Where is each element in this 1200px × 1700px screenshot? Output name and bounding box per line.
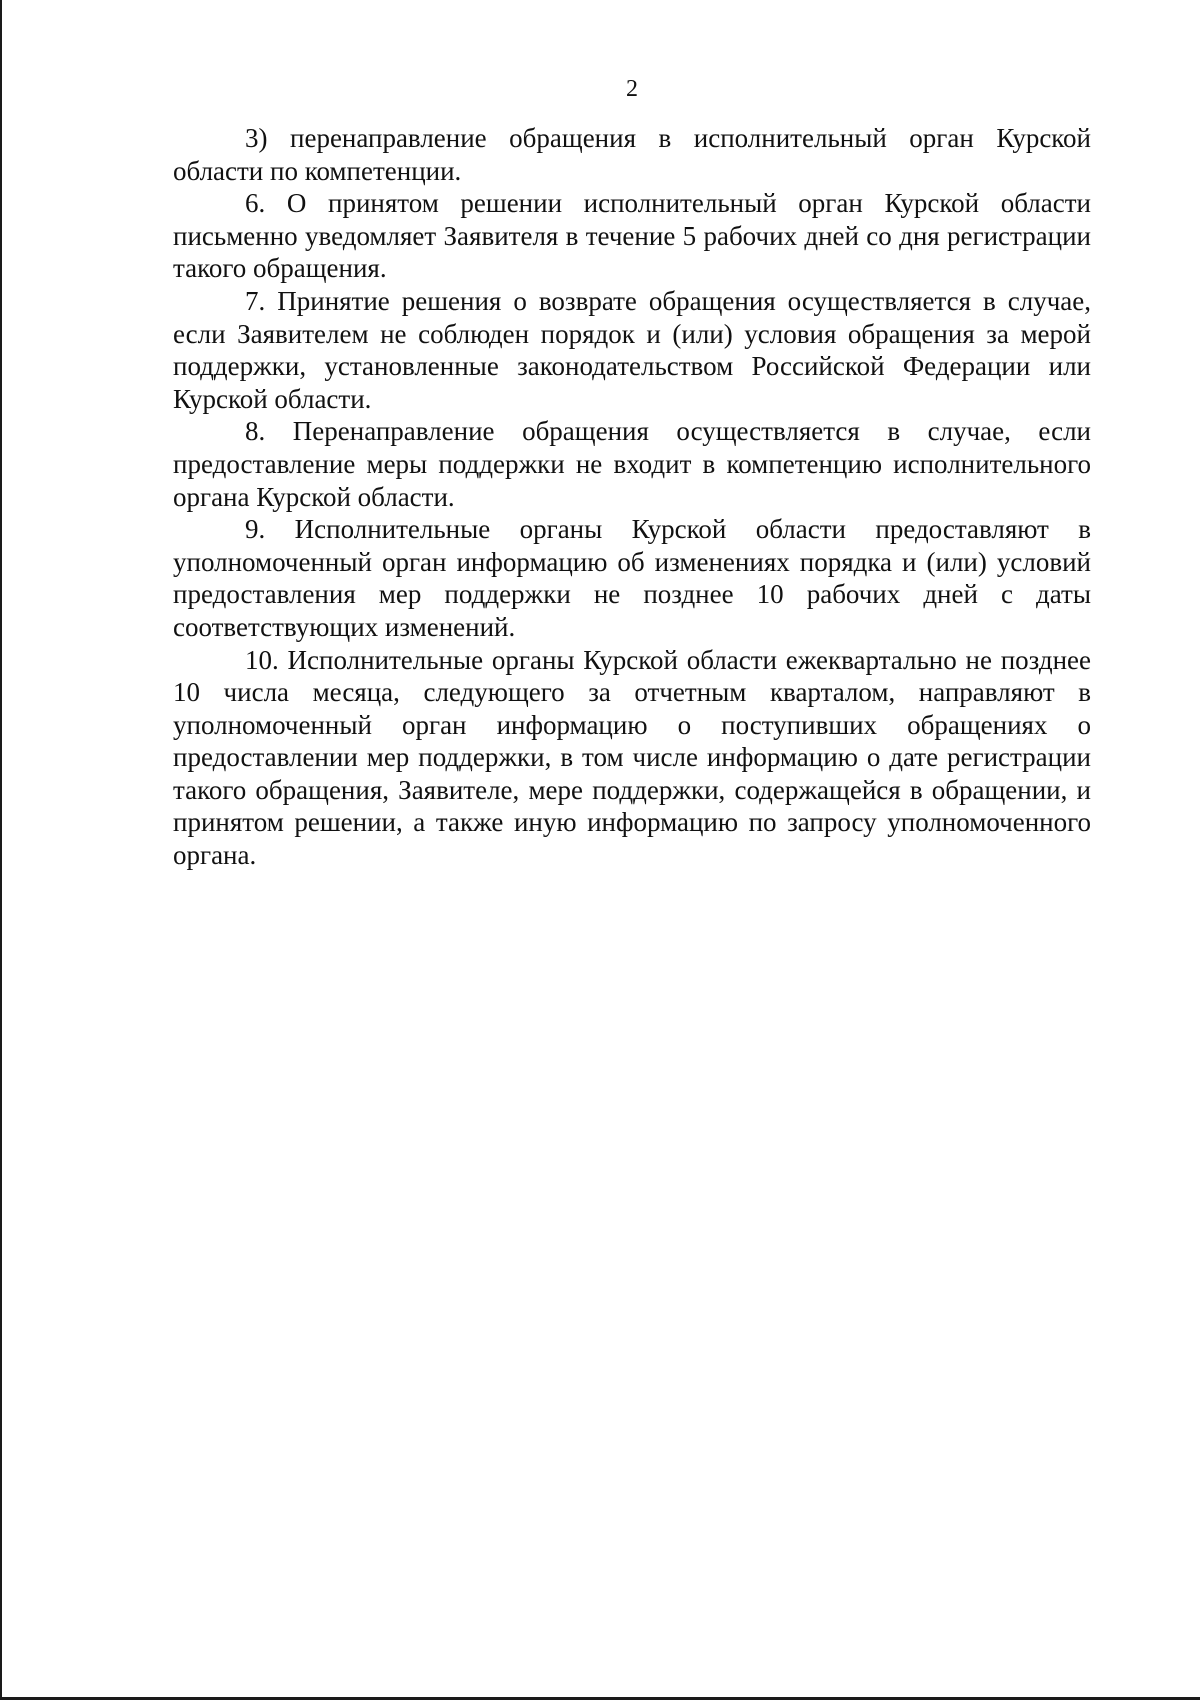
document-page [173, 70, 1091, 872]
paragraph-9: 9. Исполнительные органы Курской области предоставляют в уполномоченный орган информацию об изменениях порядка и (или) условий предоставления мер поддержки не позднее 10 рабочих дней с даты соответствующих изменений. [173, 514, 1091, 642]
scan-border-left [0, 0, 2, 1700]
paragraph-10: 10. Исполнительные органы Курской области ежеквартально не позднее 10 числа месяца, следующего за отчетным кварталом, направляют в уполномоченный орган информацию о поступивших обращениях о предоставлении мер поддержки, в том числе информацию о дате регистрации такого обращения, Заявителе, мере поддержки, содержащейся в обращении, и принятом решении, а также иную информацию по запросу уполномоченного органа. [173, 644, 1091, 871]
paragraph-6: 6. О принятом решении исполнительный орган Курской области письменно уведомляет Заявителя в течение 5 рабочих дней со дня регистрации такого обращения. [173, 188, 1091, 284]
paragraph-7: 7. Принятие решения о возврате обращения осуществляется в случае, если Заявителем не соблюден порядок и (или) условия обращения за мерой поддержки, установленные законодательством Российской Федерации или Курской области. [173, 285, 1091, 414]
page-number: 2 [626, 76, 638, 102]
paragraph-item-3: 3) перенаправление обращения в исполнительный орган Курской области по компетенции. [173, 123, 1091, 186]
paragraph-8: 8. Перенаправление обращения осуществляется в случае, если предоставление меры поддержки не входит в компетенцию исполнительного органа Курской области. [173, 416, 1091, 512]
